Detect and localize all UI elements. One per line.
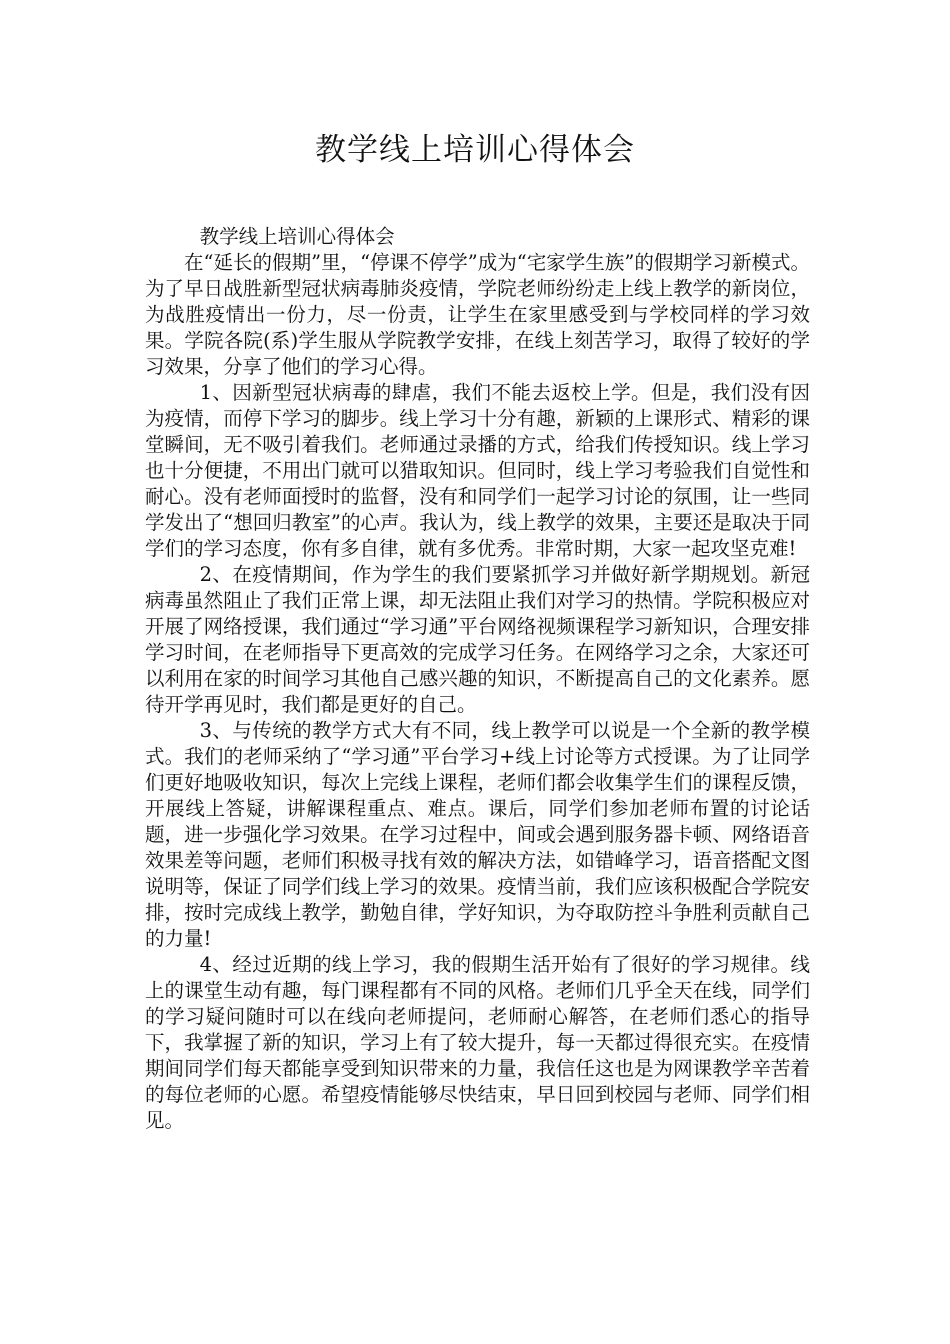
page-title: 教学线上培训心得体会: [315, 132, 635, 168]
paragraph-1: 1、因新型冠状病毒的肆虐，我们不能去返校上学。但是，我们没有因为疫情，而停下学习的脚步。线上学习十分有趣，新颖的上课形式、精彩的课堂瞬间，无不吸引着我们。老师通过录播的方式，给我们传授知识。线上学习也十分便捷，不用出门就可以猎取知识。但同时，线上学习考验我们自觉性和耐心。没有老师面授时的监督，没有和同学们一起学习讨论的氛围，让一些同学发出了“想回归教室”的心声。我认为，线上教学的效果，主要还是取决于同学们的学习态度，你有多自律，就有多优秀。非常时期，大家一起攻坚克难!: [145, 381, 810, 560]
paragraph-2: 2、在疫情期间，作为学生的我们要紧抓学习并做好新学期规划。新冠病毒虽然阻止了我们正常上课，却无法阻止我们对学习的热情。学院积极应对开展了网络授课，我们通过“学习通”平台网络视频课程学习新知识，合理安排学习时间，在老师指导下更高效的完成学习任务。在网络学习之余，大家还可以利用在家的时间学习其他自己感兴趣的知识，不断提高自己的文化素养。愿待开学再见时，我们都是更好的自己。: [145, 563, 810, 716]
document-body: [145, 224, 810, 1134]
document-subtitle: 教学线上培训心得体会: [199, 225, 395, 248]
paragraph-3: 3、与传统的教学方式大有不同，线上教学可以说是一个全新的教学模式。我们的老师采纳了“学习通”平台学习+线上讨论等方式授课。为了让同学们更好地吸收知识，每次上完线上课程，老师们都会收集学生们的课程反馈，开展线上答疑，讲解课程重点、难点。课后，同学们参加老师布置的讨论话题，进一步强化学习效果。在学习过程中，间或会遇到服务器卡顿、网络语音效果差等问题，老师们积极寻找有效的解决方法，如错峰学习，语音搭配文图说明等，保证了同学们线上学习的效果。疫情当前，我们应该积极配合学院安排，按时完成线上教学，勤勉自律，学好知识，为夺取防控斗争胜利贡献自己的力量!: [145, 719, 810, 950]
paragraph-intro: 在“延长的假期”里，“停课不停学”成为“宅家学生族”的假期学习新模式。为了早日战胜新型冠状病毒肺炎疫情，学院老师纷纷走上线上教学的新岗位，为战胜疫情出一份力，尽一份责，让学生在家里感受到与学校同样的学习效果。学院各院(系)学生服从学院教学安排，在线上刻苦学习，取得了较好的学习效果，分享了他们的学习心得。: [145, 251, 810, 378]
paragraph-4: 4、经过近期的线上学习，我的假期生活开始有了很好的学习规律。线上的课堂生动有趣，每门课程都有不同的风格。老师们几乎全天在线，同学们的学习疑问随时可以在线向老师提问，老师耐心解答，在老师们悉心的指导下，我掌握了新的知识，学习上有了较大提升，每一天都过得很充实。在疫情期间同学们每天都能享受到知识带来的力量，我信任这也是为网课教学辛苦着的每位老师的心愿。希望疫情能够尽快结束，早日回到校园与老师、同学们相见。: [145, 953, 810, 1132]
